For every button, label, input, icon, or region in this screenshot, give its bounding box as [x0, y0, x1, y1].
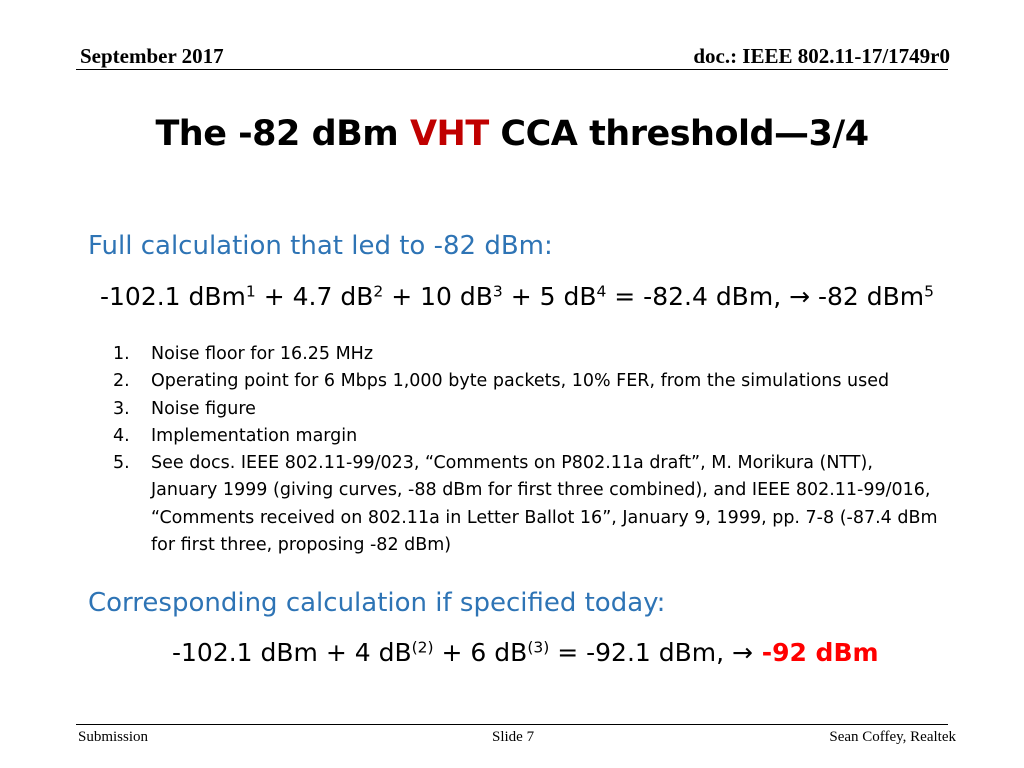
formula1-sup2: 2 — [373, 282, 384, 301]
formula2-sup1: (2) — [411, 638, 434, 657]
footnote-text: Operating point for 6 Mbps 1,000 byte packets, 10% FER, from the simulations used — [151, 371, 890, 392]
footer-divider — [76, 724, 948, 725]
formula2-result: -92 dBm — [752, 638, 879, 667]
arrow-icon: → — [732, 638, 753, 667]
footnote-text: Noise figure — [151, 398, 256, 419]
list-item — [113, 368, 943, 395]
footnote-number: 5. — [113, 453, 130, 474]
formula1-term2: + 4.7 dB — [255, 282, 374, 311]
header-divider — [76, 69, 948, 70]
section2-heading: Corresponding calculation if specified today: — [88, 588, 666, 618]
section1-formula — [100, 282, 934, 311]
formula1-term3: + 10 dB — [383, 282, 493, 311]
footnotes-list — [113, 341, 943, 559]
section1-heading: Full calculation that led to -82 dBm: — [88, 231, 553, 261]
formula2-term2: + 6 dB — [433, 638, 528, 667]
footnote-number: 2. — [113, 371, 130, 392]
header-doc-id: doc.: IEEE 802.11-17/1749r0 — [693, 44, 950, 68]
slide-title — [0, 114, 1024, 154]
formula1-term4: + 5 dB — [502, 282, 597, 311]
title-suffix: CCA threshold—3/4 — [488, 114, 869, 154]
title-prefix: The -82 dBm — [155, 114, 410, 154]
arrow-icon: → — [789, 282, 811, 311]
list-item — [113, 396, 943, 423]
section2-formula — [172, 638, 879, 667]
footer-slide-number: Slide 7 — [492, 729, 535, 745]
formula1-sup5: 5 — [924, 282, 935, 301]
list-item — [113, 450, 943, 559]
formula1-term6: -82 dBm — [810, 282, 925, 311]
footer-submission: Submission — [78, 729, 149, 745]
footnote-text: Implementation margin — [151, 425, 358, 446]
formula2-sup2: (3) — [527, 638, 550, 657]
footnote-number: 3. — [113, 398, 130, 419]
formula1-sup1: 1 — [245, 282, 256, 301]
list-item — [113, 341, 943, 368]
formula1-sup4: 4 — [596, 282, 607, 301]
footer-author: Sean Coffey, Realtek — [829, 729, 956, 745]
formula2-term3: = -92.1 dBm, — [549, 638, 733, 667]
footnote-number: 4. — [113, 425, 130, 446]
formula1-sup3: 3 — [492, 282, 503, 301]
footnote-text: Noise floor for 16.25 MHz — [151, 344, 374, 364]
header-date: September 2017 — [80, 44, 224, 68]
title-highlight: VHT — [409, 114, 489, 154]
formula2-term1: -102.1 dBm + 4 dB — [172, 638, 412, 667]
list-item — [113, 423, 943, 450]
formula1-term1: -102.1 dBm — [100, 282, 246, 311]
footnote-number: 1. — [113, 344, 130, 364]
formula1-term5: = -82.4 dBm, — [606, 282, 790, 311]
footnote-text: See docs. IEEE 802.11-99/023, “Comments on P802.11a draft”, M. Morikura (NTT), January 1999 (giving curves, -88 dBm for first three combined), and IEEE 802.11-99/016, “Comments received on 802.11a in Letter Ballot 16”, January 9, 1999, pp. 7-8 (-87.4 dBm for first three, proposing -82 dBm) — [151, 453, 938, 556]
